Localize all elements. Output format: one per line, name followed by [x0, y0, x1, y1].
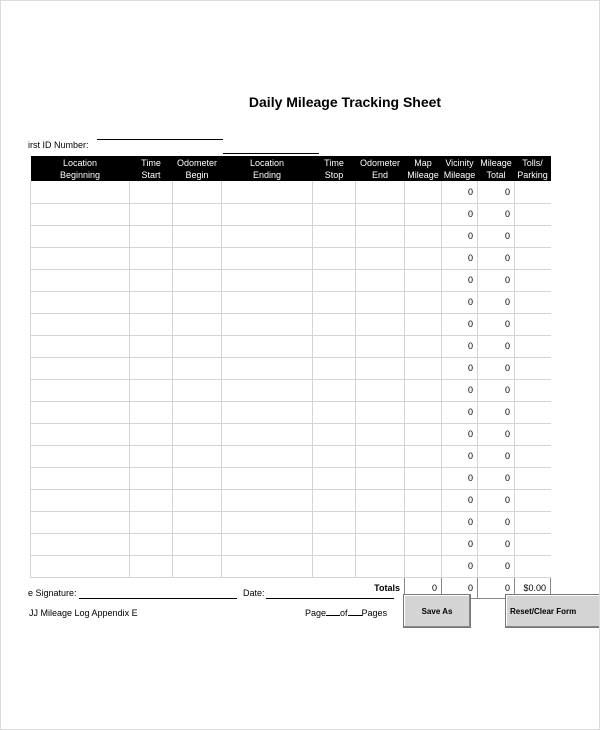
table-cell[interactable] [515, 225, 551, 247]
table-cell[interactable] [173, 225, 222, 247]
column-header-line2: Parking [517, 169, 548, 180]
table-cell[interactable] [130, 181, 173, 203]
vicinity-mileage-cell: 0 [442, 181, 478, 203]
table-cell[interactable] [356, 335, 405, 357]
table-cell[interactable] [222, 291, 313, 313]
table-row [31, 269, 551, 291]
table-cell[interactable] [515, 269, 551, 291]
table-row [31, 335, 551, 357]
table-cell[interactable] [222, 423, 313, 445]
mileage-total-cell: 0 [478, 357, 515, 379]
mileage-total-cell: 0 [478, 269, 515, 291]
column-header-line1: Odometer [359, 157, 401, 168]
mileage-table [30, 156, 551, 599]
vicinity-mileage-cell: 0 [442, 379, 478, 401]
column-header-line2: Ending [252, 169, 282, 180]
id-number-field[interactable] [97, 139, 223, 140]
table-cell[interactable] [222, 445, 313, 467]
table-cell[interactable] [313, 401, 356, 423]
table-cell[interactable] [515, 401, 551, 423]
table-cell[interactable] [313, 489, 356, 511]
table-cell[interactable] [173, 291, 222, 313]
table-cell[interactable] [173, 357, 222, 379]
table-cell[interactable] [515, 489, 551, 511]
table-cell[interactable] [222, 357, 313, 379]
table-row [31, 247, 551, 269]
table-cell[interactable] [222, 555, 313, 577]
table-cell[interactable] [313, 291, 356, 313]
mileage-total-cell: 0 [478, 423, 515, 445]
mileage-total-cell: 0 [478, 511, 515, 533]
vicinity-mileage-cell: 0 [442, 357, 478, 379]
table-cell[interactable] [356, 423, 405, 445]
vicinity-mileage-cell: 0 [442, 401, 478, 423]
mileage-total-cell: 0 [478, 313, 515, 335]
totals-label: Totals [374, 582, 400, 593]
vicinity-mileage-cell: 0 [442, 269, 478, 291]
mileage-total-cell: 0 [478, 401, 515, 423]
vicinity-mileage-cell: 0 [442, 247, 478, 269]
vicinity-mileage-cell: 0 [442, 489, 478, 511]
table-cell[interactable] [313, 379, 356, 401]
table-cell[interactable] [31, 533, 130, 555]
table-cell[interactable] [356, 291, 405, 313]
vicinity-mileage-cell: 0 [442, 555, 478, 577]
table-row [31, 291, 551, 313]
mileage-total-cell: 0 [478, 467, 515, 489]
vicinity-mileage-cell: 0 [442, 313, 478, 335]
table-row [31, 555, 551, 577]
column-header [173, 156, 222, 181]
table-row [31, 225, 551, 247]
page-total-field[interactable] [348, 615, 362, 616]
totals-tolls-parking: $0.00 [515, 577, 551, 598]
table-cell[interactable] [356, 181, 405, 203]
vicinity-mileage-cell: 0 [442, 445, 478, 467]
table-row [31, 203, 551, 225]
table-header [31, 156, 551, 181]
column-header-line2: Beginning [59, 169, 101, 180]
table-cell[interactable] [31, 445, 130, 467]
vicinity-mileage-cell: 0 [442, 423, 478, 445]
table-cell[interactable] [405, 555, 442, 577]
column-header-line2: Start [141, 169, 161, 180]
table-cell[interactable] [313, 511, 356, 533]
table-cell[interactable] [173, 203, 222, 225]
table-row [31, 357, 551, 379]
totals-spacer [130, 577, 173, 598]
vicinity-mileage-cell: 0 [442, 511, 478, 533]
table-row [31, 423, 551, 445]
table-cell[interactable] [31, 357, 130, 379]
table-cell[interactable] [173, 335, 222, 357]
table-cell[interactable] [405, 401, 442, 423]
table-cell[interactable] [405, 467, 442, 489]
table-cell[interactable] [313, 335, 356, 357]
table-cell[interactable] [405, 247, 442, 269]
column-header-line2: Total [486, 169, 506, 180]
table-cell[interactable] [405, 181, 442, 203]
table-cell[interactable] [356, 247, 405, 269]
table-cell[interactable] [31, 291, 130, 313]
table-cell[interactable] [31, 269, 130, 291]
page-title: Daily Mileage Tracking Sheet [248, 94, 442, 110]
table-cell[interactable] [405, 203, 442, 225]
table-cell[interactable] [31, 489, 130, 511]
table-cell[interactable] [130, 555, 173, 577]
date-label: Date: [243, 588, 265, 598]
table-cell[interactable] [173, 313, 222, 335]
table-cell[interactable] [130, 247, 173, 269]
table-cell[interactable] [515, 247, 551, 269]
id-number-label: irst ID Number: [28, 140, 89, 150]
table-cell[interactable] [130, 489, 173, 511]
vicinity-mileage-cell: 0 [442, 533, 478, 555]
table-cell[interactable] [405, 313, 442, 335]
table-cell[interactable] [130, 533, 173, 555]
vicinity-mileage-cell: 0 [442, 335, 478, 357]
table-cell[interactable] [222, 181, 313, 203]
column-header [313, 156, 356, 181]
table-cell[interactable] [313, 269, 356, 291]
table-cell[interactable] [31, 555, 130, 577]
table-cell[interactable] [222, 533, 313, 555]
table-cell[interactable] [515, 533, 551, 555]
column-header-line2: Mileage [443, 169, 476, 180]
table-cell[interactable] [356, 357, 405, 379]
table-cell[interactable] [173, 489, 222, 511]
mileage-total-cell: 0 [478, 203, 515, 225]
table-cell[interactable] [313, 423, 356, 445]
mileage-total-cell: 0 [478, 555, 515, 577]
column-header [478, 156, 515, 181]
table-cell[interactable] [31, 203, 130, 225]
column-header-line2: End [371, 169, 388, 180]
vicinity-mileage-cell: 0 [442, 203, 478, 225]
signature-label: e Signature: [28, 588, 77, 598]
table-cell[interactable] [313, 357, 356, 379]
table-cell[interactable] [313, 445, 356, 467]
table-cell[interactable] [173, 511, 222, 533]
table-cell[interactable] [130, 445, 173, 467]
table-cell[interactable] [515, 555, 551, 577]
table-cell[interactable] [31, 335, 130, 357]
vicinity-mileage-cell: 0 [442, 225, 478, 247]
column-header-line1: Time [324, 157, 344, 168]
table-cell[interactable] [405, 489, 442, 511]
pages-label: Pages [361, 608, 388, 618]
table-cell[interactable] [31, 181, 130, 203]
column-header-line1: Time [141, 157, 161, 168]
table-cell[interactable] [173, 467, 222, 489]
table-cell[interactable] [405, 511, 442, 533]
totals-mileage-total: 0 [478, 577, 515, 598]
table-cell[interactable] [405, 423, 442, 445]
table-cell[interactable] [173, 533, 222, 555]
table-cell[interactable] [130, 291, 173, 313]
table-cell[interactable] [130, 203, 173, 225]
table-row [31, 313, 551, 335]
column-header-line1: Mileage [480, 157, 512, 168]
table-cell[interactable] [130, 379, 173, 401]
column-header-line2: Mileage [407, 169, 439, 180]
totals-vicinity-mileage: 0 [442, 577, 478, 598]
table-cell[interactable] [405, 269, 442, 291]
appendix-label: JJ Mileage Log Appendix E [29, 608, 138, 618]
table-cell[interactable] [405, 225, 442, 247]
table-cell[interactable] [31, 379, 130, 401]
table-cell[interactable] [313, 225, 356, 247]
table-row [31, 533, 551, 555]
mileage-total-cell: 0 [478, 445, 515, 467]
column-header [515, 156, 551, 181]
table-cell[interactable] [222, 467, 313, 489]
table-cell[interactable] [130, 335, 173, 357]
table-cell[interactable] [515, 357, 551, 379]
table-cell[interactable] [31, 511, 130, 533]
signature-field[interactable] [79, 598, 237, 599]
table-cell[interactable] [313, 313, 356, 335]
column-header [222, 156, 313, 181]
table-cell[interactable] [130, 423, 173, 445]
table-cell[interactable] [515, 335, 551, 357]
table-cell[interactable] [313, 181, 356, 203]
mileage-total-cell: 0 [478, 335, 515, 357]
page-count [305, 608, 387, 618]
table-cell[interactable] [31, 401, 130, 423]
column-header [130, 156, 173, 181]
vicinity-mileage-cell: 0 [442, 467, 478, 489]
table-cell[interactable] [130, 401, 173, 423]
totals-row [31, 577, 551, 598]
date-field[interactable] [266, 598, 394, 599]
table-cell[interactable] [222, 269, 313, 291]
page-number-field[interactable] [326, 615, 340, 616]
column-header [442, 156, 478, 181]
table-cell[interactable] [356, 467, 405, 489]
totals-spacer [313, 577, 356, 598]
table-cell[interactable] [173, 181, 222, 203]
table-cell[interactable] [313, 555, 356, 577]
table-cell[interactable] [515, 313, 551, 335]
table-cell[interactable] [356, 445, 405, 467]
mileage-total-cell: 0 [478, 247, 515, 269]
table-cell[interactable] [405, 533, 442, 555]
table-cell[interactable] [31, 313, 130, 335]
table-cell[interactable] [31, 423, 130, 445]
table-cell[interactable] [313, 247, 356, 269]
page-of-label: of [340, 608, 348, 618]
column-header [405, 156, 442, 181]
table-cell[interactable] [313, 533, 356, 555]
table-row [31, 467, 551, 489]
table-cell[interactable] [222, 247, 313, 269]
column-header-line1: Location [249, 157, 285, 168]
table-cell[interactable] [515, 181, 551, 203]
table-cell[interactable] [405, 445, 442, 467]
mileage-total-cell: 0 [478, 291, 515, 313]
mileage-total-cell: 0 [478, 379, 515, 401]
table-cell[interactable] [515, 423, 551, 445]
column-header-line2: Stop [324, 169, 344, 180]
table-cell[interactable] [515, 467, 551, 489]
reset-clear-form-button[interactable]: Reset/Clear Form [505, 594, 600, 628]
table-cell[interactable] [356, 401, 405, 423]
id-number-underline [223, 153, 319, 154]
table-cell[interactable] [405, 291, 442, 313]
table-cell[interactable] [313, 467, 356, 489]
column-header-line1: Map [414, 157, 432, 168]
table-cell[interactable] [222, 203, 313, 225]
table-cell[interactable] [356, 313, 405, 335]
vicinity-mileage-cell: 0 [442, 291, 478, 313]
page-label: Page [305, 608, 327, 618]
table-cell[interactable] [173, 379, 222, 401]
table-cell[interactable] [173, 269, 222, 291]
table-cell[interactable] [356, 555, 405, 577]
table-cell[interactable] [173, 423, 222, 445]
totals-spacer [173, 577, 222, 598]
mileage-total-cell: 0 [478, 181, 515, 203]
column-header-line1: Vicinity [445, 157, 474, 168]
table-cell[interactable] [31, 225, 130, 247]
table-cell[interactable] [130, 511, 173, 533]
table-row [31, 445, 551, 467]
column-header-line1: Location [62, 157, 98, 168]
table-cell[interactable] [356, 269, 405, 291]
table-cell[interactable] [313, 203, 356, 225]
table-cell[interactable] [222, 225, 313, 247]
column-header-line2: Begin [185, 169, 209, 180]
table-row [31, 181, 551, 203]
table-cell[interactable] [173, 401, 222, 423]
table-cell[interactable] [356, 489, 405, 511]
table-cell[interactable] [515, 291, 551, 313]
table-cell[interactable] [130, 313, 173, 335]
table-cell[interactable] [405, 379, 442, 401]
table-cell[interactable] [515, 379, 551, 401]
table-cell[interactable] [356, 225, 405, 247]
mileage-total-cell: 0 [478, 489, 515, 511]
table-cell[interactable] [173, 445, 222, 467]
column-header [356, 156, 405, 181]
table-row [31, 489, 551, 511]
table-cell[interactable] [130, 225, 173, 247]
table-cell[interactable] [405, 335, 442, 357]
table-row [31, 401, 551, 423]
table-cell[interactable] [222, 401, 313, 423]
table-cell[interactable] [173, 247, 222, 269]
table-cell[interactable] [31, 467, 130, 489]
totals-spacer [222, 577, 313, 598]
table-cell[interactable] [356, 203, 405, 225]
table-cell[interactable] [356, 379, 405, 401]
table-cell[interactable] [222, 379, 313, 401]
table-cell[interactable] [356, 533, 405, 555]
column-header [31, 156, 130, 181]
table-cell[interactable] [515, 445, 551, 467]
table-row [31, 379, 551, 401]
column-header-line1: Tolls/ [522, 157, 543, 168]
table-row [31, 511, 551, 533]
table-cell[interactable] [405, 357, 442, 379]
table-cell[interactable] [222, 489, 313, 511]
table-cell[interactable] [31, 247, 130, 269]
save-as-button[interactable]: Save As [403, 594, 471, 628]
table-cell[interactable] [222, 335, 313, 357]
table-cell[interactable] [222, 313, 313, 335]
table-cell[interactable] [173, 555, 222, 577]
table-cell[interactable] [130, 269, 173, 291]
table-cell[interactable] [222, 511, 313, 533]
column-header-line1: Odometer [176, 157, 218, 168]
table-cell[interactable] [515, 511, 551, 533]
totals-map-mileage: 0 [405, 577, 442, 598]
mileage-total-cell: 0 [478, 225, 515, 247]
table-cell[interactable] [130, 357, 173, 379]
mileage-total-cell: 0 [478, 533, 515, 555]
table-cell[interactable] [356, 511, 405, 533]
table-cell[interactable] [130, 467, 173, 489]
table-cell[interactable] [515, 203, 551, 225]
